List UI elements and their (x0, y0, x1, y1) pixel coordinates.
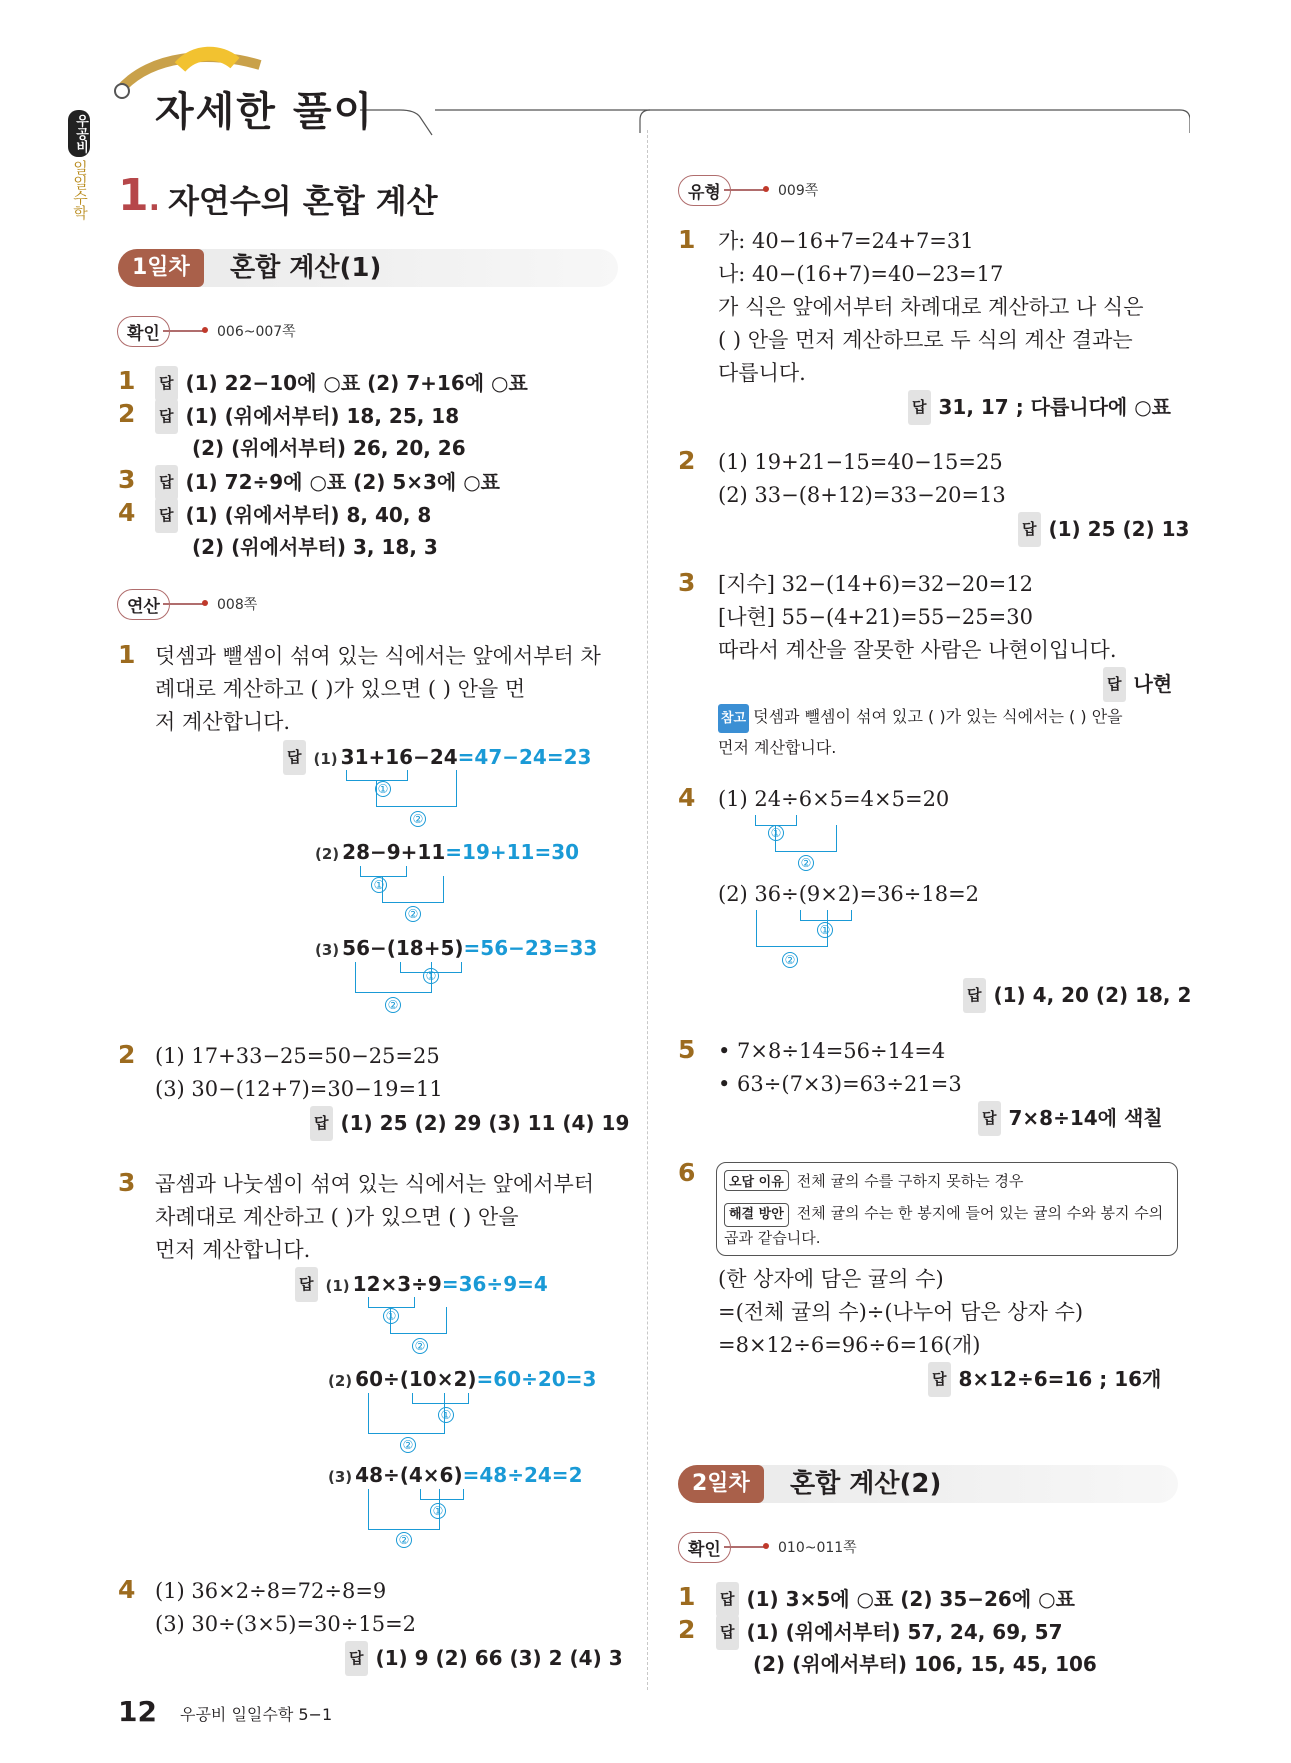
calc-q4-line-1: (1) 36×2÷8=72÷8=9 (155, 1579, 387, 1603)
type-q4-line-2: (2) 36÷(9×2)=36÷18=2 (718, 882, 980, 906)
type-q4-line-1: (1) 24÷6×5=4×5=20 (718, 787, 950, 811)
type-q3-line-1: [지수] 32−(14+6)=32−20=12 (718, 572, 1033, 596)
calc-pages: 008쪽 (217, 597, 258, 613)
day2-item-2-line2: (2) (위에서부터) 106, 15, 45, 106 (753, 1652, 1097, 1676)
calc-q3-ans-3: (3) 48÷(4×6)=48÷24=2 (328, 1463, 583, 1487)
calc-q1-num: 1 (118, 640, 136, 669)
check-tag-dot (202, 327, 208, 333)
tip-badge: 참고 (718, 704, 749, 733)
type-q3-num: 3 (678, 568, 696, 597)
day2-title: 혼합 계산(2) (790, 1469, 942, 1499)
type-q5-answer: 답 7×8÷14에 색칠 (978, 1101, 1163, 1136)
circle-1: ① (430, 1503, 446, 1519)
answer-badge: 답 (716, 1582, 739, 1617)
answer-badge: 답 (155, 465, 178, 500)
calc-q1-ans-2: (2) 28−9+11=19+11=30 (315, 840, 580, 864)
calc-q1-text-2: 례대로 계산하고 ( )가 있으면 ( ) 안을 먼 (155, 677, 526, 701)
day1-tag: 1일차 (118, 249, 204, 287)
check-item-4: 답 (1) (위에서부터) 8, 40, 8 (155, 498, 431, 533)
day2-item-1-num: 1 (678, 1582, 696, 1611)
type-q2-answer: 답 (1) 25 (2) 13 (1018, 512, 1189, 547)
check-pages: 006~007쪽 (217, 324, 296, 340)
circle-2: ② (405, 906, 421, 922)
answer-badge: 답 (295, 1267, 318, 1302)
calc-q1-ans-1: 답 (1) 31+16−24=47−24=23 (283, 740, 591, 776)
check-tag-line (163, 330, 203, 332)
answer-badge: 답 (1018, 512, 1041, 547)
type-q6-fix: 해결 방안 전체 귤의 수는 한 봉지에 들어 있는 귤의 수와 봉지 수의 곱과 같습니다. (724, 1204, 1164, 1247)
day2-tag: 2일차 (678, 1465, 764, 1503)
day2-check-tag-dot (763, 1543, 769, 1549)
type-label: 유형 (678, 175, 731, 206)
circle-1: ① (383, 1308, 399, 1324)
circle-2: ② (400, 1437, 416, 1453)
type-q1-num: 1 (678, 225, 696, 254)
header-title: 자세한 풀이 (155, 89, 375, 135)
type-tag-dot (763, 186, 769, 192)
answer-badge: 답 (155, 399, 178, 434)
answer-badge: 답 (928, 1362, 951, 1397)
bracket-2 (368, 1393, 445, 1434)
calc-q2-line-2: (3) 30−(12+7)=30−19=11 (155, 1077, 443, 1101)
type-q1-line-3: 가 식은 앞에서부터 차례대로 계산하고 나 식은 (718, 295, 1144, 319)
type-q1-line-5: 다릅니다. (718, 361, 806, 385)
type-q2-line-1: (1) 19+21−15=40−15=25 (718, 450, 1003, 474)
type-q5-line-1: • 7×8÷14=56÷14=4 (718, 1039, 946, 1063)
type-q6-line-1: (한 상자에 담은 귤의 수) (718, 1267, 944, 1291)
answer-badge: 답 (155, 498, 178, 533)
type-q5-num: 5 (678, 1035, 696, 1064)
type-q6-answer: 답 8×12÷6=16 ; 16개 (928, 1362, 1161, 1397)
type-q1-line-4: ( ) 안을 먼저 계산하므로 두 식의 계산 결과는 (718, 328, 1133, 352)
day2-check-pages: 010~011쪽 (778, 1540, 857, 1556)
side-series: 일일수학 (71, 160, 89, 220)
circle-2: ② (412, 1338, 428, 1354)
type-tag-line (724, 189, 764, 191)
answer-badge: 답 (716, 1615, 739, 1650)
calc-tag-dot (202, 600, 208, 606)
circle-1: ① (375, 781, 391, 797)
bracket-2 (382, 876, 444, 903)
chapter-title: 자연수의 혼합 계산 (168, 182, 438, 220)
check-item-2-num: 2 (118, 399, 136, 428)
type-pages: 009쪽 (778, 183, 819, 199)
page-number: 12 (118, 1695, 157, 1728)
type-q1-line-1: 가: 40−16+7=24+7=31 (718, 229, 974, 253)
bracket-2 (355, 962, 432, 993)
circle-2: ② (798, 855, 814, 871)
circle-2: ② (782, 952, 798, 968)
type-q4-answer: 답 (1) 4, 20 (2) 18, 2 (963, 978, 1191, 1013)
bracket-2 (390, 1307, 447, 1334)
day2-item-1: 답 (1) 3×5에 ○표 (2) 35−26에 ○표 (716, 1582, 1075, 1617)
calc-q1-text-1: 덧셈과 뺄셈이 섞여 있는 식에서는 앞에서부터 차 (155, 644, 601, 668)
calc-q4-num: 4 (118, 1575, 136, 1604)
type-q1-answer: 답 31, 17 ; 다릅니다에 ○표 (908, 390, 1171, 425)
answer-badge: 답 (345, 1641, 368, 1676)
day2-item-2: 답 (1) (위에서부터) 57, 24, 69, 57 (716, 1615, 1063, 1650)
circle-1: ① (423, 968, 439, 984)
type-q3-line-3: 따라서 계산을 잘못한 사람은 나현이입니다. (718, 638, 1117, 662)
calc-q3-ans-2: (2) 60÷(10×2)=60÷20=3 (328, 1367, 597, 1391)
circle-2: ② (396, 1532, 412, 1548)
column-divider (647, 130, 648, 1690)
book-title: 우공비 일일수학 5−1 (180, 1705, 333, 1724)
answer-badge: 답 (310, 1106, 333, 1141)
answer-badge: 답 (963, 978, 986, 1013)
calc-q1-text-3: 저 계산합니다. (155, 710, 291, 734)
calc-tag-line (163, 603, 203, 605)
answer-badge: 답 (283, 740, 306, 775)
calc-q4-line-2: (3) 30÷(3×5)=30÷15=2 (155, 1612, 417, 1636)
check-item-3-num: 3 (118, 465, 136, 494)
calc-q2-line-1: (1) 17+33−25=50−25=25 (155, 1044, 440, 1068)
type-q6-line-3: =8×12÷6=96÷6=16(개) (718, 1333, 981, 1357)
check-item-2-line2: (2) (위에서부터) 26, 20, 26 (192, 436, 466, 460)
calc-q2-num: 2 (118, 1040, 136, 1069)
check-item-2: 답 (1) (위에서부터) 18, 25, 18 (155, 399, 459, 434)
type-q6-num: 6 (678, 1158, 696, 1187)
type-q1-line-2: 나: 40−(16+7)=40−23=17 (718, 262, 1004, 286)
answer-badge: 답 (155, 366, 178, 401)
type-q2-num: 2 (678, 446, 696, 475)
circle-1: ① (817, 922, 833, 938)
circle-2: ② (385, 997, 401, 1013)
day1-title: 혼합 계산(1) (230, 253, 382, 283)
calc-q3-text-2: 차례대로 계산하고 ( )가 있으면 ( ) 안을 (155, 1205, 519, 1229)
check-item-4-num: 4 (118, 498, 136, 527)
circle-1: ① (371, 877, 387, 893)
day2-check-tag-line (724, 1546, 764, 1548)
day2-check-label: 확인 (678, 1532, 731, 1563)
type-q6-line-2: =(전체 귤의 수)÷(나누어 담은 상자 수) (718, 1300, 1084, 1324)
calc-q1-ans-3: (3) 56−(18+5)=56−23=33 (315, 936, 598, 960)
check-item-3: 답 (1) 72÷9에 ○표 (2) 5×3에 ○표 (155, 465, 500, 500)
type-q3-tip: 참고 덧셈과 뺄셈이 섞여 있고 ( )가 있는 식에서는 ( ) 안을 먼저 계산합니다. (718, 702, 1123, 762)
circle-1: ① (438, 1407, 454, 1423)
type-q4-num: 4 (678, 783, 696, 812)
check-item-1-num: 1 (118, 366, 136, 395)
chapter-number: 1. (118, 170, 161, 221)
calc-q2-answer: 답 (1) 25 (2) 29 (3) 11 (4) 19 (310, 1106, 629, 1141)
type-q3-answer: 답 나현 (1103, 667, 1172, 702)
side-brand: 우공비 (68, 110, 90, 157)
type-q3-line-2: [나현] 55−(4+21)=55−25=30 (718, 605, 1033, 629)
calc-q3-ans-1: 답 (1) 12×3÷9=36÷9=4 (295, 1267, 548, 1303)
answer-badge: 답 (1103, 667, 1126, 702)
bracket-2 (775, 825, 837, 852)
circle-1: ① (768, 825, 784, 841)
day2-item-2-num: 2 (678, 1615, 696, 1644)
circle-2: ② (410, 811, 426, 827)
calc-label: 연산 (117, 589, 170, 620)
calc-q3-text-3: 먼저 계산합니다. (155, 1238, 311, 1262)
answer-badge: 답 (978, 1101, 1001, 1136)
type-q5-line-2: • 63÷(7×3)=63÷21=3 (718, 1072, 962, 1096)
type-q6-wrong: 오답 이유 전체 귤의 수를 구하지 못하는 경우 (724, 1170, 1023, 1191)
calc-q3-num: 3 (118, 1168, 136, 1197)
check-item-1: 답 (1) 22−10에 ○표 (2) 7+16에 ○표 (155, 366, 528, 401)
type-q2-line-2: (2) 33−(8+12)=33−20=13 (718, 483, 1006, 507)
check-item-4-line2: (2) (위에서부터) 3, 18, 3 (192, 535, 438, 559)
calc-q4-answer: 답 (1) 9 (2) 66 (3) 2 (4) 3 (345, 1641, 623, 1676)
answer-badge: 답 (908, 390, 931, 425)
calc-q3-text-1: 곱셈과 나눗셈이 섞여 있는 식에서는 앞에서부터 (155, 1172, 595, 1196)
check-label: 확인 (117, 316, 170, 347)
